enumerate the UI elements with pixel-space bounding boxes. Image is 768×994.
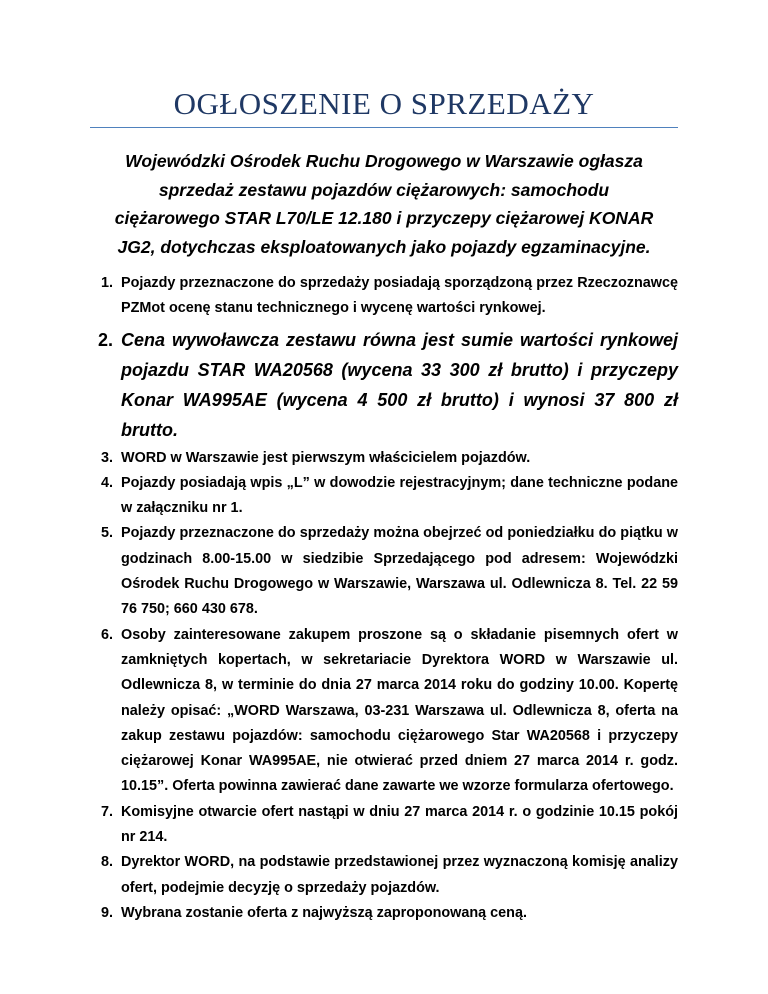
list-item-number: 2. bbox=[98, 329, 114, 350]
list-item-text: Cena wywoławcza zestawu równa jest sumie wartości rynkowej pojazdu STAR WA20568 (wycena 33 300 zł brutto) i przyczepy Konar WA995AE (wycena 4 500 zł brutto) i wynosi 37 800 zł brutto. bbox=[121, 329, 678, 440]
list-item-6 bbox=[90, 623, 678, 800]
list-item-number: 6. bbox=[101, 626, 114, 643]
list-item-number: 4. bbox=[101, 474, 114, 491]
list-item-text: Dyrektor WORD, na podstawie przedstawionej przez wyznaczoną komisję analizy ofert, podejmie decyzję o sprzedaży pojazdów. bbox=[121, 854, 678, 896]
list-item-number: 8. bbox=[101, 854, 114, 871]
list-item-text: Osoby zainteresowane zakupem proszone są o składanie pisemnych ofert w zamkniętych kopertach, w sekretariacie Dyrektora WORD w Warszawie ul. Odlewnicza 8, w terminie do dnia 27 marca 2014 roku do godziny 10.00. Kopertę należy opisać: „WORD Warszawa, 03-231 Warszawa ul. Odlewnicza 8, oferta na zakup zestawu pojazdów: samochodu ciężarowego Star WA20568 i przyczepy ciężarowej Konar WA995AE, nie otwierać przed dniem 27 marca 2014 r. godz. 10.15”. Oferta powinna zawierać dane zawarte we wzorze formularza ofertowego. bbox=[121, 626, 678, 795]
list-item-number: 7. bbox=[101, 803, 114, 820]
list-item-5 bbox=[90, 521, 678, 622]
announcement-list bbox=[90, 271, 678, 926]
list-item-9 bbox=[90, 901, 678, 926]
intro-paragraph: Wojewódzki Ośrodek Ruchu Drogowego w Warszawie ogłasza sprzedaż zestawu pojazdów ciężarowych: samochodu ciężarowego STAR L70/LE 12.180 i przyczepy ciężarowej KONAR JG2, dotychczas eksploatowanych jako pojazdy egzaminacyjne. bbox=[114, 151, 654, 257]
list-item-3 bbox=[90, 446, 678, 471]
list-item-text: WORD w Warszawie jest pierwszym właścicielem pojazdów. bbox=[121, 449, 531, 466]
list-item-7 bbox=[90, 800, 678, 851]
page-title: OGŁOSZENIE O SPRZEDAŻY bbox=[90, 84, 678, 128]
list-item-text: Wybrana zostanie oferta z najwyższą zaproponowaną ceną. bbox=[121, 904, 527, 921]
list-item-number: 9. bbox=[101, 904, 114, 921]
document-page bbox=[90, 0, 678, 926]
list-item-1 bbox=[90, 271, 678, 322]
list-item-2 bbox=[90, 325, 678, 445]
list-item-number: 5. bbox=[101, 525, 114, 542]
list-item-4 bbox=[90, 471, 678, 522]
list-item-number: 3. bbox=[101, 449, 114, 466]
list-item-number: 1. bbox=[101, 275, 114, 291]
list-item-8 bbox=[90, 850, 678, 901]
list-item-text: Pojazdy posiadają wpis „L” w dowodzie rejestracyjnym; dane techniczne podane w załączniku nr 1. bbox=[121, 474, 678, 517]
list-item-text: Komisyjne otwarcie ofert nastąpi w dniu 27 marca 2014 r. o godzinie 10.15 pokój nr 214. bbox=[121, 803, 678, 846]
list-item-text: Pojazdy przeznaczone do sprzedaży posiadają sporządzoną przez Rzeczoznawcę PZMot ocenę stanu technicznego i wycenę wartości rynkowej. bbox=[121, 275, 678, 317]
list-item-text: Pojazdy przeznaczone do sprzedaży można obejrzeć od poniedziałku do piątku w godzinach 8.00-15.00 w siedzibie Sprzedającego pod adresem: Wojewódzki Ośrodek Ruchu Drogowego w Warszawie, Warszawa ul. Odlewnicza 8. Tel. 22 59 76 750; 660 430 678. bbox=[121, 525, 678, 618]
